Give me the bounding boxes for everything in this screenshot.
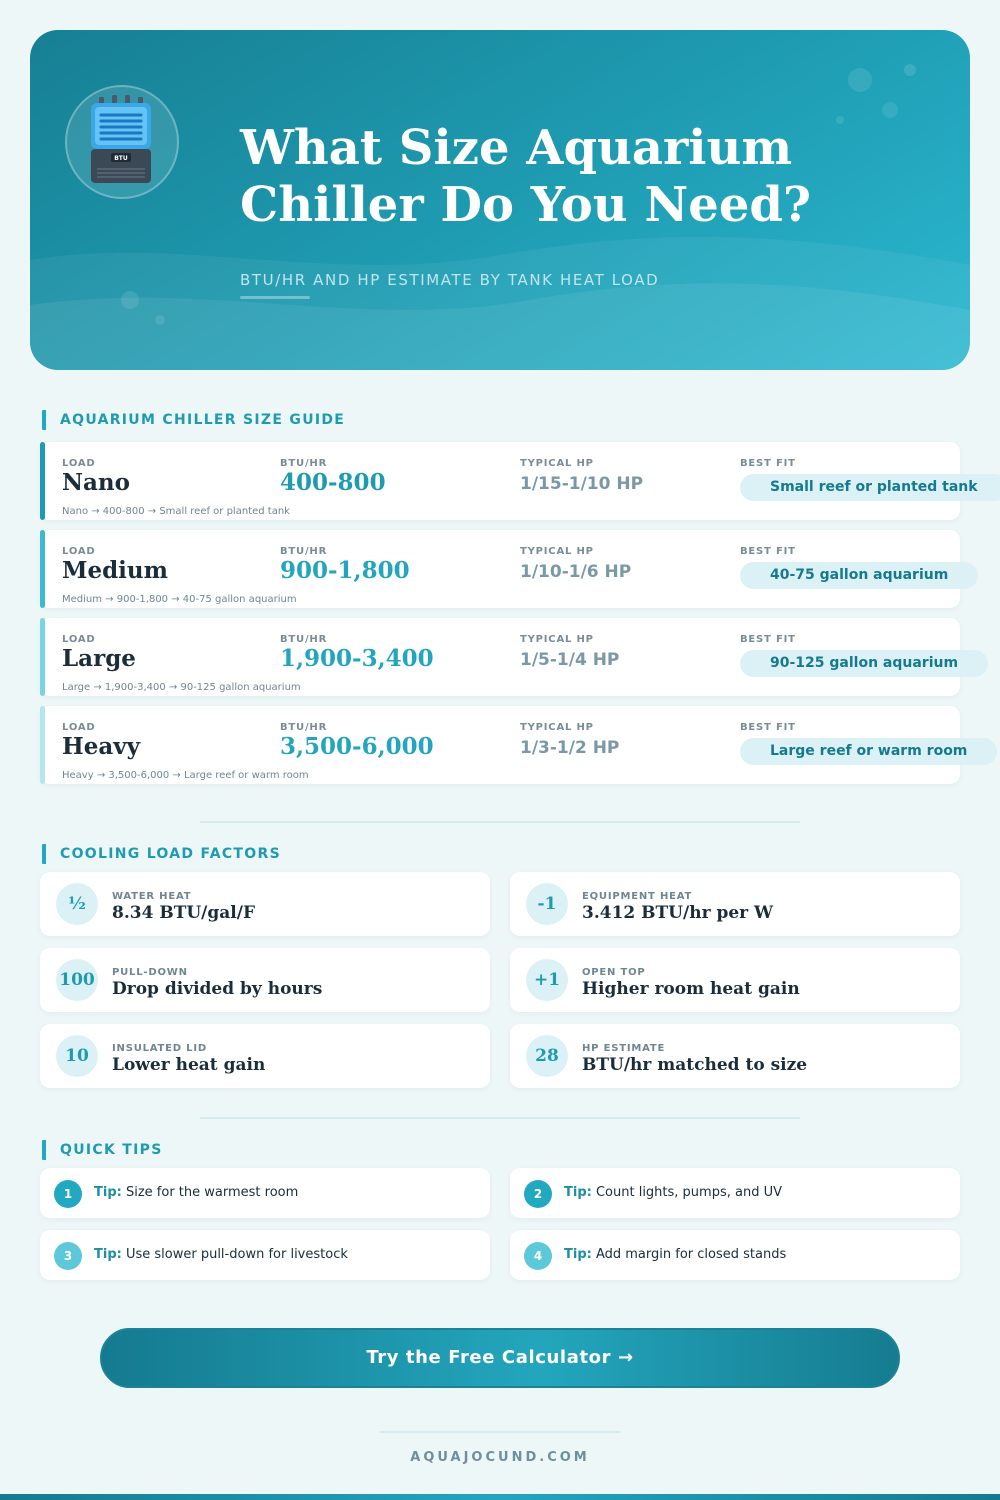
row-accent-bar	[40, 618, 45, 696]
hp-value: 1/5-1/4 HP	[520, 650, 620, 670]
btu-label: BTU/HR	[280, 634, 328, 645]
fit-label: BEST FIT	[740, 722, 796, 733]
site-name[interactable]: AQUAJOCUND.COM	[410, 1450, 590, 1465]
btu-value: 400-800	[280, 469, 386, 496]
tip-body: Count lights, pumps, and UV	[595, 1185, 782, 1200]
page-title	[240, 120, 940, 234]
tip-prefix: Tip:	[94, 1247, 122, 1262]
hp-value: 1/15-1/10 HP	[520, 474, 644, 494]
best-fit-pill: Small reef or planted tank	[740, 474, 1000, 501]
tip-number-badge: 2	[524, 1180, 552, 1208]
section-divider	[200, 821, 800, 823]
title-line-2: Chiller Do You Need?	[240, 177, 812, 233]
fit-label: BEST FIT	[740, 634, 796, 645]
fit-label: BEST FIT	[740, 458, 796, 469]
factor-value: 3.412 BTU/hr per W	[582, 903, 774, 923]
factor-label: WATER HEAT	[112, 891, 192, 902]
factor-label: PULL-DOWN	[112, 967, 188, 978]
tip-body: Add margin for closed stands	[595, 1247, 787, 1262]
size-guide-row	[40, 530, 960, 608]
load-value: Heavy	[62, 733, 140, 760]
tip-card	[40, 1168, 490, 1218]
section-divider	[200, 1117, 800, 1119]
factor-badge: +1	[526, 959, 568, 1001]
tip-prefix: Tip:	[564, 1247, 592, 1262]
load-label: LOAD	[62, 634, 96, 645]
hp-value: 1/3-1/2 HP	[520, 738, 620, 758]
load-value: Medium	[62, 557, 168, 584]
factor-value: 8.34 BTU/gal/F	[112, 903, 256, 923]
factor-card	[510, 872, 960, 936]
calculator-button[interactable]: Try the Free Calculator →	[100, 1328, 900, 1388]
factor-label: EQUIPMENT HEAT	[582, 891, 693, 902]
factors-heading: COOLING LOAD FACTORS	[42, 844, 281, 864]
hp-label: TYPICAL HP	[520, 722, 594, 733]
best-fit-pill: 40-75 gallon aquarium	[740, 562, 978, 589]
footer-divider	[380, 1431, 620, 1433]
hp-value: 1/10-1/6 HP	[520, 562, 632, 582]
chiller-logo	[65, 85, 179, 199]
page-subtitle: BTU/HR AND HP ESTIMATE BY TANK HEAT LOAD	[240, 271, 660, 289]
btu-label: BTU/HR	[280, 722, 328, 733]
tip-card	[510, 1230, 960, 1280]
load-label: LOAD	[62, 458, 96, 469]
size-guide-row	[40, 442, 978, 520]
row-caption: Nano → 400-800 → Small reef or planted tank	[62, 506, 290, 517]
bottom-accent-bar	[0, 1494, 1000, 1500]
factor-badge: 100	[56, 959, 98, 1001]
tip-text	[564, 1247, 786, 1262]
factor-badge: -1	[526, 883, 568, 925]
best-fit-pill: 90-125 gallon aquarium	[740, 650, 988, 677]
factor-card	[510, 1024, 960, 1088]
tip-body: Use slower pull-down for livestock	[125, 1247, 348, 1262]
factor-card	[40, 1024, 490, 1088]
factor-value: Higher room heat gain	[582, 979, 800, 999]
factor-label: OPEN TOP	[582, 967, 646, 978]
factor-card	[510, 948, 960, 1012]
tips-heading: QUICK TIPS	[42, 1140, 163, 1160]
factor-label: HP ESTIMATE	[582, 1043, 666, 1054]
btu-label: BTU/HR	[280, 546, 328, 557]
tip-prefix: Tip:	[94, 1185, 122, 1200]
load-value: Large	[62, 645, 136, 672]
svg-text:BTU: BTU	[114, 155, 128, 162]
tip-card	[510, 1168, 960, 1218]
chiller-icon	[67, 87, 177, 197]
row-accent-bar	[40, 706, 45, 784]
factor-badge: 10	[56, 1035, 98, 1077]
factor-value: Lower heat gain	[112, 1055, 266, 1075]
factor-label: INSULATED LID	[112, 1043, 207, 1054]
hp-label: TYPICAL HP	[520, 634, 594, 645]
load-value: Nano	[62, 469, 130, 496]
tip-prefix: Tip:	[564, 1185, 592, 1200]
load-label: LOAD	[62, 546, 96, 557]
row-caption: Large → 1,900-3,400 → 90-125 gallon aquarium	[62, 682, 301, 693]
btu-label: BTU/HR	[280, 458, 328, 469]
tip-text	[94, 1185, 298, 1200]
factor-value: BTU/hr matched to size	[582, 1055, 808, 1075]
fit-label: BEST FIT	[740, 546, 796, 557]
size-guide-heading: AQUARIUM CHILLER SIZE GUIDE	[42, 410, 345, 430]
tip-text	[94, 1247, 348, 1262]
btu-value: 900-1,800	[280, 557, 410, 584]
row-accent-bar	[40, 530, 45, 608]
row-caption: Medium → 900-1,800 → 40-75 gallon aquarium	[62, 594, 297, 605]
factor-value: Drop divided by hours	[112, 979, 323, 999]
tip-number-badge: 1	[54, 1180, 82, 1208]
factor-card	[40, 872, 490, 936]
tip-body: Size for the warmest room	[125, 1185, 299, 1200]
tip-text	[564, 1185, 782, 1200]
row-caption: Heavy → 3,500-6,000 → Large reef or warm room	[62, 770, 309, 781]
size-guide-row	[40, 618, 960, 696]
tip-number-badge: 4	[524, 1242, 552, 1270]
hero-banner	[30, 30, 970, 370]
factor-badge: ½	[56, 883, 98, 925]
btu-value: 3,500-6,000	[280, 733, 434, 760]
tip-card	[40, 1230, 490, 1280]
load-label: LOAD	[62, 722, 96, 733]
size-guide-row	[40, 706, 968, 784]
factor-card	[40, 948, 490, 1012]
row-accent-bar	[40, 442, 45, 520]
factor-badge: 28	[526, 1035, 568, 1077]
best-fit-pill: Large reef or warm room	[740, 738, 997, 765]
hp-label: TYPICAL HP	[520, 458, 594, 469]
hp-label: TYPICAL HP	[520, 546, 594, 557]
subtitle-underline	[240, 296, 310, 299]
tip-number-badge: 3	[54, 1242, 82, 1270]
btu-value: 1,900-3,400	[280, 645, 434, 672]
title-line-1: What Size Aquarium	[240, 120, 793, 176]
